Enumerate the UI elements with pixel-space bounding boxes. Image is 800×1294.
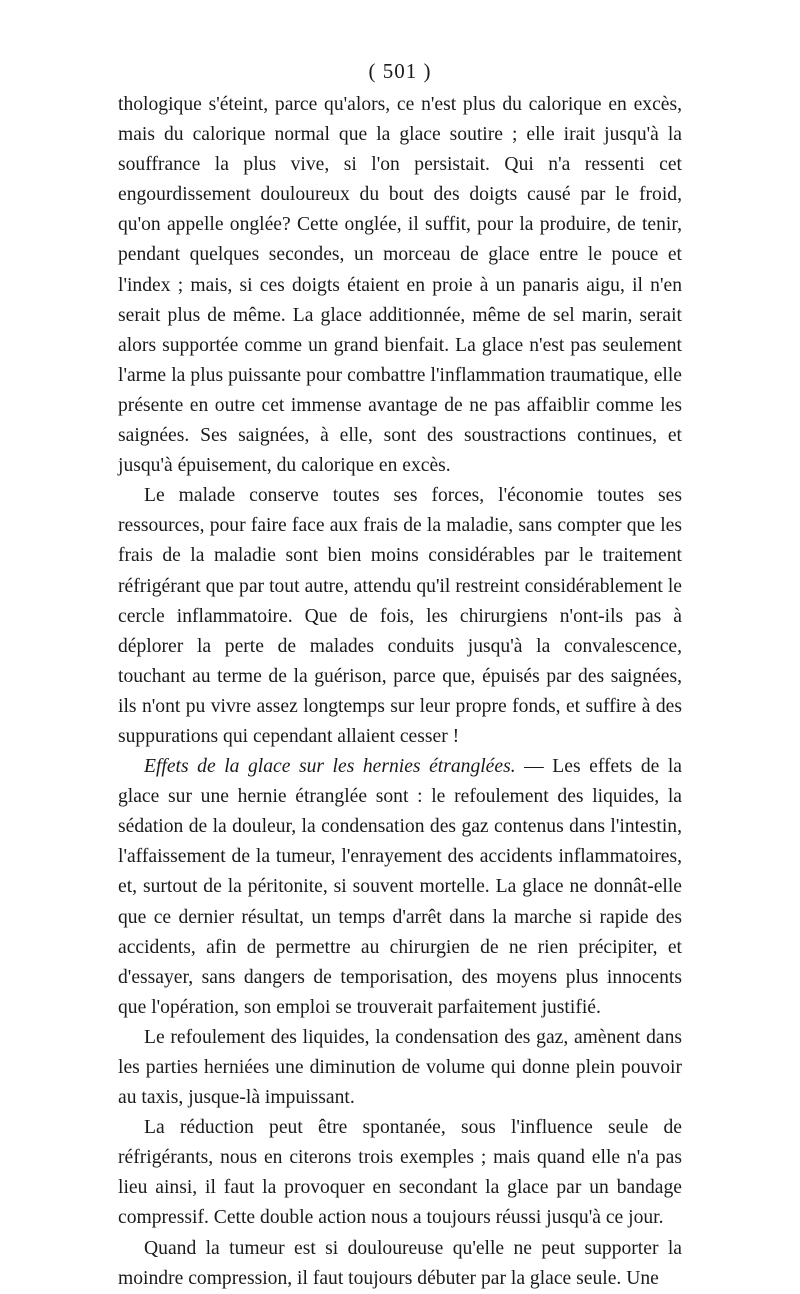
paragraph-reduction — [118, 1113, 682, 1233]
paragraph-effets-hernies — [118, 752, 682, 1023]
paragraph-tumeur — [118, 1234, 682, 1294]
page-number: ( 501 ) — [368, 59, 432, 83]
paragraph-text: thologique s'éteint, parce qu'alors, ce n'est plus du calorique en excès, mais du calorique normal que la glace soutire ; elle irait jusqu'à la souffrance la plus vive, si l'on persistait. Qui n'a ressenti cet engourdissement douloureux du bout des doigts causé par le froid, qu'on appelle onglée? Cette onglée, il suffit, pour la produire, de tenir, pendant quelques secondes, un morceau de glace entre le pouce et l'index ; mais, si ces doigts étaient en proie à un panaris aigu, il n'en serait plus de même. La glace additionnée, même de sel marin, serait alors supportée comme un grand bienfait. La glace n'est pas seulement l'arme la plus puissante pour combattre l'inflammation traumatique, elle présente en outre cet immense avantage de ne pas affaiblir comme les saignées. Ses saignées, à elle, sont des soustractions continues, et jusqu'à épuisement, du calorique en excès. — [118, 94, 682, 477]
paragraph-text: La réduction peut être spontanée, sous l'influence seule de réfrigérants, nous en citerons trois exemples ; mais quand elle n'a pas lieu ainsi, il faut la provoquer en secondant la glace par un bandage compressif. Cette double action nous a toujours réussi jusqu'à ce jour. — [118, 1117, 682, 1229]
paragraph-refoulement — [118, 1023, 682, 1113]
paragraph-text: Le malade conserve toutes ses forces, l'économie toutes ses ressources, pour faire face aux frais de la maladie, sans compter que les frais de la maladie sont bien moins considérables par le traitement réfrigérant que par tout autre, attendu qu'il restreint considérablement le cercle inflammatoire. Que de fois, les chirurgiens n'ont-ils pas à déplorer la perte de malades conduits jusqu'à la convalescence, touchant au terme de la guérison, parce que, épuisés par des saignées, ils n'ont pu vivre assez longtemps sur leur propre fonds, et suffire à des suppurations qui cependant allaient cesser ! — [118, 485, 682, 747]
paragraph-text: Le refoulement des liquides, la condensation des gaz, amènent dans les parties herniées une diminution de volume qui donne plein pouvoir au taxis, jusque-là impuissant. — [118, 1026, 682, 1109]
book-page — [118, 56, 682, 1294]
paragraph-continuation — [118, 90, 682, 481]
paragraph-text: Quand la tumeur est si douloureuse qu'elle ne peut supporter la moindre compression, il faut toujours débuter par la glace seule. Une — [118, 1237, 682, 1289]
section-heading: Effets de la glace sur les hernies étranglées. — [144, 756, 516, 778]
paragraph-text: — Les effets de la glace sur une hernie étranglée sont : le refoulement des liquides, la sédation de la douleur, la condensation des gaz contenus dans l'intestin, l'affaissement de la tumeur, l'enrayement des accidents inflammatoires, et, surtout de la péritonite, si souvent mortelle. La glace ne donnât-elle que ce dernier résultat, un temps d'arrêt dans la marche si rapide des accidents, afin de permettre au chirurgien de ne rien précipiter, et d'essayer, sans dangers de temporisation, des moyens plus innocents que l'opération, son emploi se trouverait parfaitement justifié. — [118, 756, 683, 1018]
paragraph-malade — [118, 481, 682, 752]
